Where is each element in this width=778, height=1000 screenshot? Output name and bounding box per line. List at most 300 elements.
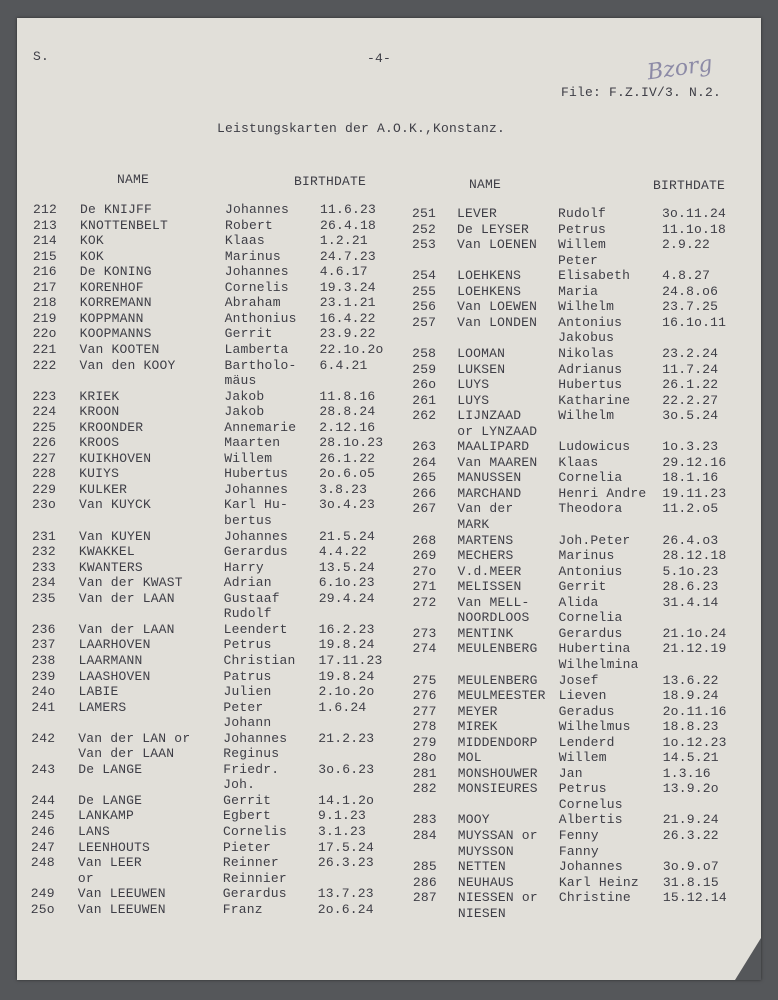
left-entry-num: 235	[31, 590, 56, 606]
left-entry-name: LABIE	[78, 684, 119, 700]
left-entry-name: De KNIJFF	[80, 202, 153, 217]
right-entry-given: Petrus	[558, 781, 607, 797]
right-entry-num: 272	[412, 594, 437, 610]
left-entry-name: De LANGE	[78, 792, 143, 808]
right-entry-name: or LYNZAAD	[457, 423, 538, 439]
right-entry-name: MEULMEESTER	[457, 688, 546, 704]
left-entry-name: KULKER	[79, 481, 128, 497]
left-entry-given: Harry	[223, 559, 264, 575]
right-entry-date: 26.1.22	[662, 377, 719, 393]
left-entry-given: Klaas	[224, 233, 265, 249]
right-entry-num: 253	[412, 237, 437, 253]
left-entry-name: Van KUYEN	[78, 528, 151, 544]
left-entry-date: 14.1.2o	[318, 792, 375, 808]
left-entry-date: 3o.6.23	[318, 761, 375, 777]
right-entry-date: 18.9.24	[662, 688, 719, 704]
left-entry-given: Jakob	[224, 404, 265, 420]
right-entry-num: 257	[412, 314, 437, 330]
left-entry-date: 2.1o.2o	[318, 684, 375, 700]
left-entry-name: KROOS	[79, 435, 120, 451]
right-entry-date: 5.1o.23	[662, 563, 719, 579]
left-entry-given: Rudolf	[223, 606, 272, 622]
left-entry-name: LAMERS	[78, 699, 127, 715]
left-entry-given: Johannes	[224, 264, 289, 280]
right-entry-name: MONSHOUWER	[457, 765, 538, 781]
left-entry-given: Reinnier	[222, 870, 287, 886]
left-entry-num: 221	[32, 341, 57, 357]
file-reference: File: F.Z.IV/3. N.2.	[561, 85, 722, 100]
left-entry-date: 9.1.23	[318, 808, 367, 824]
left-entry-given: Jakob	[224, 388, 265, 404]
left-entry-given: Gerrit	[224, 326, 273, 342]
left-entry-given: Joh.	[223, 777, 256, 793]
right-entry-num: 256	[412, 299, 437, 315]
right-entry-num: 279	[412, 734, 437, 750]
right-entry-num: 267	[412, 501, 437, 517]
right-entry-date: 23.2.24	[662, 345, 719, 361]
right-entry-num: 268	[412, 532, 437, 548]
right-entry-name: Van LOENEN	[457, 237, 538, 253]
right-entry-name: NETTEN	[457, 859, 506, 875]
left-entry-given: Adrian	[223, 575, 272, 591]
right-entry-name: LIJNZAAD	[457, 408, 522, 424]
left-birthdate-header: BIRTHDATE	[294, 174, 367, 189]
right-entry-name: NOORDLOOS	[457, 610, 530, 626]
left-entry-given: Franz	[222, 901, 263, 917]
left-entry-given: Willem	[224, 450, 273, 466]
right-entry-date: 21.9.24	[662, 812, 719, 828]
right-entry-num: 284	[412, 828, 437, 843]
right-entry-given: Hubertina	[558, 641, 631, 657]
left-entry-name: or	[77, 870, 94, 886]
right-entry-date: 1o.3.23	[662, 439, 719, 455]
left-entry-num: 232	[31, 544, 56, 560]
right-entry-date: 31.8.15	[662, 874, 719, 890]
left-entry-name: De KONING	[79, 264, 152, 280]
left-entry-date: 4.4.22	[318, 544, 367, 560]
left-entry-date: 2o.6.o5	[319, 466, 376, 482]
left-entry-date: 23.1.21	[319, 295, 376, 311]
left-entry-given: Peter	[223, 699, 264, 715]
right-entry-given: Elisabeth	[558, 268, 631, 284]
left-entry-name: KUIYS	[79, 466, 120, 482]
left-entry-num: 219	[32, 310, 57, 326]
right-entry-date: 11.1o.18	[662, 221, 727, 237]
right-entry-num: 261	[412, 392, 437, 408]
right-entry-name: NIESEN	[457, 905, 506, 921]
right-entry-given: Wilhelmina	[558, 656, 639, 672]
left-entry-num: 214	[32, 233, 57, 249]
left-entry-date: 4.6.17	[319, 264, 368, 280]
page-number: -4-	[367, 51, 392, 66]
left-entry-date: 16.2.23	[318, 621, 375, 637]
right-entry-name: LUYS	[457, 377, 490, 393]
right-entry-num: 269	[412, 548, 437, 564]
left-entry-num: 231	[31, 528, 56, 544]
right-entry-date: 2o.11.16	[662, 703, 727, 719]
left-entry-num: 218	[32, 295, 57, 311]
left-entry-given: Gustaaf	[223, 590, 280, 606]
left-entry-given: Marinus	[224, 248, 281, 264]
left-entry-date: 17.5.24	[317, 839, 374, 855]
left-entry-date: 29.4.24	[318, 590, 375, 606]
left-entry-name: Van der LAAN	[78, 590, 175, 606]
left-entry-date: 3.1.23	[318, 824, 367, 839]
left-entry-given: Johann	[223, 715, 272, 731]
left-entry-given: Bartholo-	[224, 357, 297, 373]
right-entry-num: 276	[412, 688, 437, 704]
right-entry-name: LOOMAN	[457, 345, 506, 361]
left-entry-given: mäus	[224, 373, 257, 389]
right-entry-date: 21.12.19	[662, 641, 727, 657]
left-entry-given: Gerardus	[222, 886, 287, 902]
left-entry-date: 11.6.23	[320, 202, 377, 217]
left-entry-given: Reinner	[222, 855, 279, 871]
right-entry-num: 264	[412, 454, 437, 470]
handwritten-note: Bzorg	[645, 51, 715, 86]
right-entry-name: MEULENBERG	[457, 641, 538, 657]
left-entry-given: Friedr.	[223, 761, 280, 777]
right-entry-given: Gerardus	[558, 625, 623, 641]
right-entry-date: 29.12.16	[662, 454, 727, 470]
right-entry-name: LOEHKENS	[457, 268, 522, 284]
right-entry-date: 22.2.27	[662, 392, 719, 408]
left-entry-num: 24o	[31, 684, 56, 700]
left-entry-given: Leendert	[223, 621, 288, 637]
left-entry-name: KNOTTENBELT	[79, 217, 168, 233]
right-entry-given: Cornelia	[558, 610, 623, 626]
left-entry-num: 234	[31, 575, 56, 591]
left-entry-given: Julien	[223, 684, 272, 700]
right-entry-name: NEUHAUS	[457, 874, 514, 890]
left-entry-num: 249	[30, 886, 55, 902]
right-entry-name: MEYER	[457, 703, 498, 719]
right-entry-given: Wilhelm	[558, 408, 615, 424]
right-entry-num: 286	[412, 874, 437, 890]
left-entry-given: Pieter	[222, 839, 271, 855]
right-entry-given: Antonius	[558, 314, 623, 330]
left-entry-given: Christian	[223, 652, 296, 668]
right-entry-date: 28.6.23	[662, 579, 719, 595]
left-entry-name: KRIEK	[79, 388, 120, 404]
right-entry-num: 285	[412, 859, 437, 875]
left-entry-num: 23o	[32, 497, 57, 513]
left-entry-given: Gerrit	[223, 792, 272, 808]
right-entry-given: Petrus	[558, 221, 607, 237]
right-entry-name: Van MELL-	[457, 594, 530, 610]
left-entry-name: LAASHOVEN	[78, 668, 151, 684]
left-entry-given: Reginus	[223, 746, 280, 762]
left-entry-date: 13.5.24	[318, 559, 375, 575]
left-entry-name: LANS	[78, 824, 111, 839]
right-entry-name: LOEHKENS	[457, 283, 522, 299]
left-entry-name: KOK	[79, 233, 104, 249]
right-entry-given: Nikolas	[558, 345, 615, 361]
left-entry-date: 3o.4.23	[319, 497, 376, 513]
left-entry-given: Hubertus	[224, 466, 289, 482]
right-entry-num: 275	[412, 672, 437, 688]
right-entry-given: Willem	[558, 750, 607, 766]
right-entry-given: Henri Andre	[558, 485, 647, 501]
right-entry-num: 262	[412, 408, 437, 424]
right-entry-date: 11.7.24	[662, 361, 719, 377]
left-entry-date: 26.3.23	[317, 855, 374, 871]
right-entry-date: 16.1o.11	[662, 314, 727, 330]
left-entry-given: Anthonius	[224, 310, 297, 326]
right-entry-date: 21.1o.24	[662, 625, 727, 641]
right-entry-date: 18.1.16	[662, 470, 719, 486]
right-entry-num: 282	[412, 781, 437, 797]
right-entry-name: MELISSEN	[457, 579, 522, 595]
right-entry-given: Josef	[558, 672, 599, 688]
left-entry-num: 223	[32, 388, 57, 404]
left-entry-given: Egbert	[223, 808, 272, 824]
right-entry-num: 258	[412, 345, 437, 361]
right-entry-given: Jakobus	[558, 330, 615, 346]
right-entry-num: 283	[412, 812, 437, 828]
left-entry-name: De LANGE	[78, 761, 143, 777]
right-entry-given: Albertis	[558, 812, 623, 828]
left-entry-num: 248	[30, 855, 55, 871]
right-entry-name: MOL	[457, 750, 482, 766]
left-entry-num: 229	[32, 481, 57, 497]
right-entry-given: Cornelus	[558, 796, 623, 812]
left-entry-name: LAARHOVEN	[78, 637, 151, 653]
left-entry-given: Gerardus	[223, 544, 288, 560]
right-entry-date: 13.6.22	[662, 672, 719, 688]
right-entry-date: 26.4.o3	[662, 532, 719, 548]
right-entry-given: Ludowicus	[558, 439, 631, 455]
right-entry-date: 11.2.o5	[662, 501, 719, 517]
right-entry-date: 15.12.14	[662, 890, 727, 906]
left-entry-given: Cornelis	[223, 824, 288, 839]
right-entry-name: Van LOEWEN	[457, 299, 538, 315]
right-entry-name: MUYSSAN or	[457, 828, 538, 843]
left-entry-date: 1.6.24	[318, 699, 367, 715]
left-entry-date: 19.8.24	[318, 637, 375, 653]
left-entry-name: Van KOOTEN	[79, 341, 160, 357]
right-entry-num: 278	[412, 719, 437, 735]
left-entry-num: 215	[32, 248, 57, 264]
left-entry-name: KORREMANN	[79, 295, 152, 311]
left-entry-date: 24.7.23	[319, 248, 376, 264]
right-entry-name: MUYSSON	[457, 843, 514, 859]
left-entry-num: 242	[31, 730, 56, 746]
right-entry-given: Fanny	[558, 843, 599, 859]
right-entry-given: Antonius	[558, 563, 623, 579]
left-entry-num: 222	[32, 357, 57, 373]
left-entry-date: 28.1o.23	[319, 435, 384, 451]
left-entry-given: Annemarie	[224, 419, 297, 435]
left-entry-name: KOPPMANN	[79, 310, 144, 326]
right-entry-given: Adrianus	[558, 361, 623, 377]
right-entry-given: Willem	[558, 237, 607, 253]
right-entry-given: Klaas	[558, 454, 599, 470]
left-entry-num: 241	[31, 699, 56, 715]
right-entry-name: MENTINK	[457, 625, 514, 641]
left-entry-name: KOK	[79, 248, 104, 264]
right-entry-given: Fenny	[558, 828, 599, 843]
left-entry-num: 237	[31, 637, 56, 653]
left-entry-name: Van der LAN or	[78, 730, 191, 746]
right-entry-name: MARTENS	[457, 532, 514, 548]
left-entry-num: 228	[32, 466, 57, 482]
right-entry-given: Wilhelm	[558, 299, 615, 315]
right-entry-name: LUYS	[457, 392, 490, 408]
left-entry-date: 22.1o.2o	[319, 341, 384, 357]
right-name-header: NAME	[469, 177, 502, 192]
left-entry-name: Van der KWAST	[78, 575, 183, 591]
right-entry-given: Peter	[558, 252, 599, 268]
right-entry-num: 287	[412, 890, 437, 906]
left-entry-num: 243	[31, 761, 56, 777]
right-entry-given: Geradus	[558, 703, 615, 719]
right-entry-num: 255	[412, 283, 437, 299]
right-entry-date: 14.5.21	[662, 750, 719, 766]
left-entry-num: 216	[32, 264, 57, 280]
left-entry-date: 6.4.21	[319, 357, 368, 373]
left-entry-num: 213	[32, 217, 57, 233]
folded-corner	[735, 938, 761, 980]
right-entry-date: 3o.11.24	[662, 206, 727, 221]
right-entry-date: 24.8.o6	[662, 283, 719, 299]
left-entry-name: KROON	[79, 404, 120, 420]
right-entry-given: Alida	[558, 594, 599, 610]
left-entry-name: LANKAMP	[78, 808, 135, 824]
right-entry-name: V.d.MEER	[457, 563, 522, 579]
left-entry-name: Van den KOOY	[79, 357, 176, 373]
right-entry-date: 13.9.2o	[662, 781, 719, 797]
right-entry-date: 28.12.18	[662, 548, 727, 564]
left-entry-date: 26.1.22	[319, 450, 376, 466]
left-name-header: NAME	[117, 172, 150, 187]
left-entry-num: 226	[32, 435, 57, 451]
left-entry-date: 11.8.16	[319, 388, 376, 404]
right-entry-given: Marinus	[558, 548, 615, 564]
right-entry-name: MARCHAND	[457, 485, 522, 501]
right-entry-given: Joh.Peter	[558, 532, 631, 548]
left-entry-date: 23.9.22	[319, 326, 376, 342]
left-entry-given: Johannes	[223, 528, 288, 544]
right-entry-name: MARK	[457, 517, 490, 532]
left-entry-num: 236	[31, 621, 56, 637]
right-entry-name: Van MAAREN	[457, 454, 538, 470]
left-entry-name: KORENHOF	[79, 279, 144, 295]
right-entry-date: 3o.5.24	[662, 408, 719, 424]
left-entry-name: Van KUYCK	[79, 497, 152, 513]
right-entry-num: 277	[412, 703, 437, 719]
right-entry-name: MANUSSEN	[457, 470, 522, 486]
left-entry-num: 233	[31, 559, 56, 575]
left-entry-num: 238	[31, 652, 56, 668]
left-entry-name: KOOPMANNS	[79, 326, 152, 342]
left-entry-date: 2.12.16	[319, 419, 376, 435]
right-entry-given: Karl Heinz	[558, 874, 639, 890]
right-entry-given: Katharine	[558, 392, 631, 408]
left-entry-date: 19.3.24	[319, 279, 376, 295]
left-entry-given: Abraham	[224, 295, 281, 311]
left-entry-given: Patrus	[223, 668, 272, 684]
right-entry-given: Maria	[558, 283, 599, 299]
right-entry-date: 2.9.22	[662, 237, 711, 253]
left-entry-num: 225	[32, 419, 57, 435]
left-entry-date: 1.2.21	[319, 233, 368, 249]
right-birthdate-header: BIRTHDATE	[653, 178, 726, 193]
right-entry-num: 271	[412, 579, 437, 595]
left-entry-date: 26.4.18	[319, 217, 376, 233]
left-entry-given: Robert	[224, 217, 273, 233]
right-entry-name: De LEYSER	[457, 221, 530, 237]
left-entry-num: 22o	[32, 326, 57, 342]
right-entry-given: Cornelia	[558, 470, 623, 486]
left-entry-given: Johannes	[223, 730, 288, 746]
left-entry-given: Johannes	[224, 481, 289, 497]
right-entry-date: 1.3.16	[662, 765, 711, 781]
right-entry-num: 281	[412, 765, 437, 781]
left-entry-given: Petrus	[223, 637, 272, 653]
right-entry-name: Van LONDEN	[457, 314, 538, 330]
right-entry-name: MIDDENDORP	[457, 734, 538, 750]
left-entry-name: LAARMANN	[78, 652, 143, 668]
left-entry-num: 212	[33, 202, 58, 217]
left-entry-name: Van der LAAN	[78, 621, 175, 637]
left-entry-name: KWAKKEL	[78, 544, 135, 560]
right-entry-date: 26.3.22	[662, 828, 719, 843]
right-entry-num: 251	[412, 206, 437, 221]
left-entry-date: 17.11.23	[318, 652, 383, 668]
right-entry-given: Theodora	[558, 501, 623, 517]
right-entry-given: Hubertus	[558, 377, 623, 393]
right-entry-num: 266	[412, 485, 437, 501]
right-entry-name: MAALIPARD	[457, 439, 530, 455]
left-entry-num: 244	[31, 792, 56, 808]
right-entry-name: LUKSEN	[457, 361, 506, 377]
right-entry-given: Christine	[558, 890, 631, 906]
right-entry-num: 263	[412, 439, 437, 455]
left-entry-given: bertus	[224, 513, 273, 528]
left-entry-name: KWANTERS	[78, 559, 143, 575]
left-entry-name: LEENHOUTS	[77, 839, 150, 855]
left-entry-given: Lamberta	[224, 341, 289, 357]
document-title: Leistungskarten der A.O.K.,Konstanz.	[217, 121, 506, 136]
right-entry-given: Johannes	[558, 859, 623, 875]
left-entry-name: Van der LAAN	[78, 746, 175, 762]
right-entry-num: 28o	[412, 750, 437, 766]
right-entry-date: 23.7.25	[662, 299, 719, 315]
series-label: S.	[33, 49, 50, 64]
right-entry-num: 27o	[412, 563, 437, 579]
right-entry-name: MIREK	[457, 719, 498, 735]
right-entry-date: 3o.9.o7	[662, 859, 719, 875]
left-entry-date: 3.8.23	[319, 481, 368, 497]
right-entry-given: Jan	[558, 765, 583, 781]
right-entry-name: MOOY	[457, 812, 490, 828]
left-entry-date: 16.4.22	[319, 310, 376, 326]
right-entry-name: MECHERS	[457, 548, 514, 564]
right-entry-name: NIESSEN or	[457, 890, 538, 906]
right-entry-date: 18.8.23	[662, 719, 719, 735]
right-entry-num: 265	[412, 470, 437, 486]
left-entry-num: 247	[30, 839, 55, 855]
right-entry-num: 26o	[412, 377, 437, 393]
left-entry-given: Maarten	[224, 435, 281, 451]
right-entry-name: MEULENBERG	[457, 672, 538, 688]
right-entry-date: 4.8.27	[662, 268, 711, 284]
left-entry-given: Karl Hu-	[224, 497, 289, 513]
left-entry-num: 217	[32, 279, 57, 295]
left-entry-date: 13.7.23	[317, 886, 374, 902]
right-entry-date: 19.11.23	[662, 485, 727, 501]
